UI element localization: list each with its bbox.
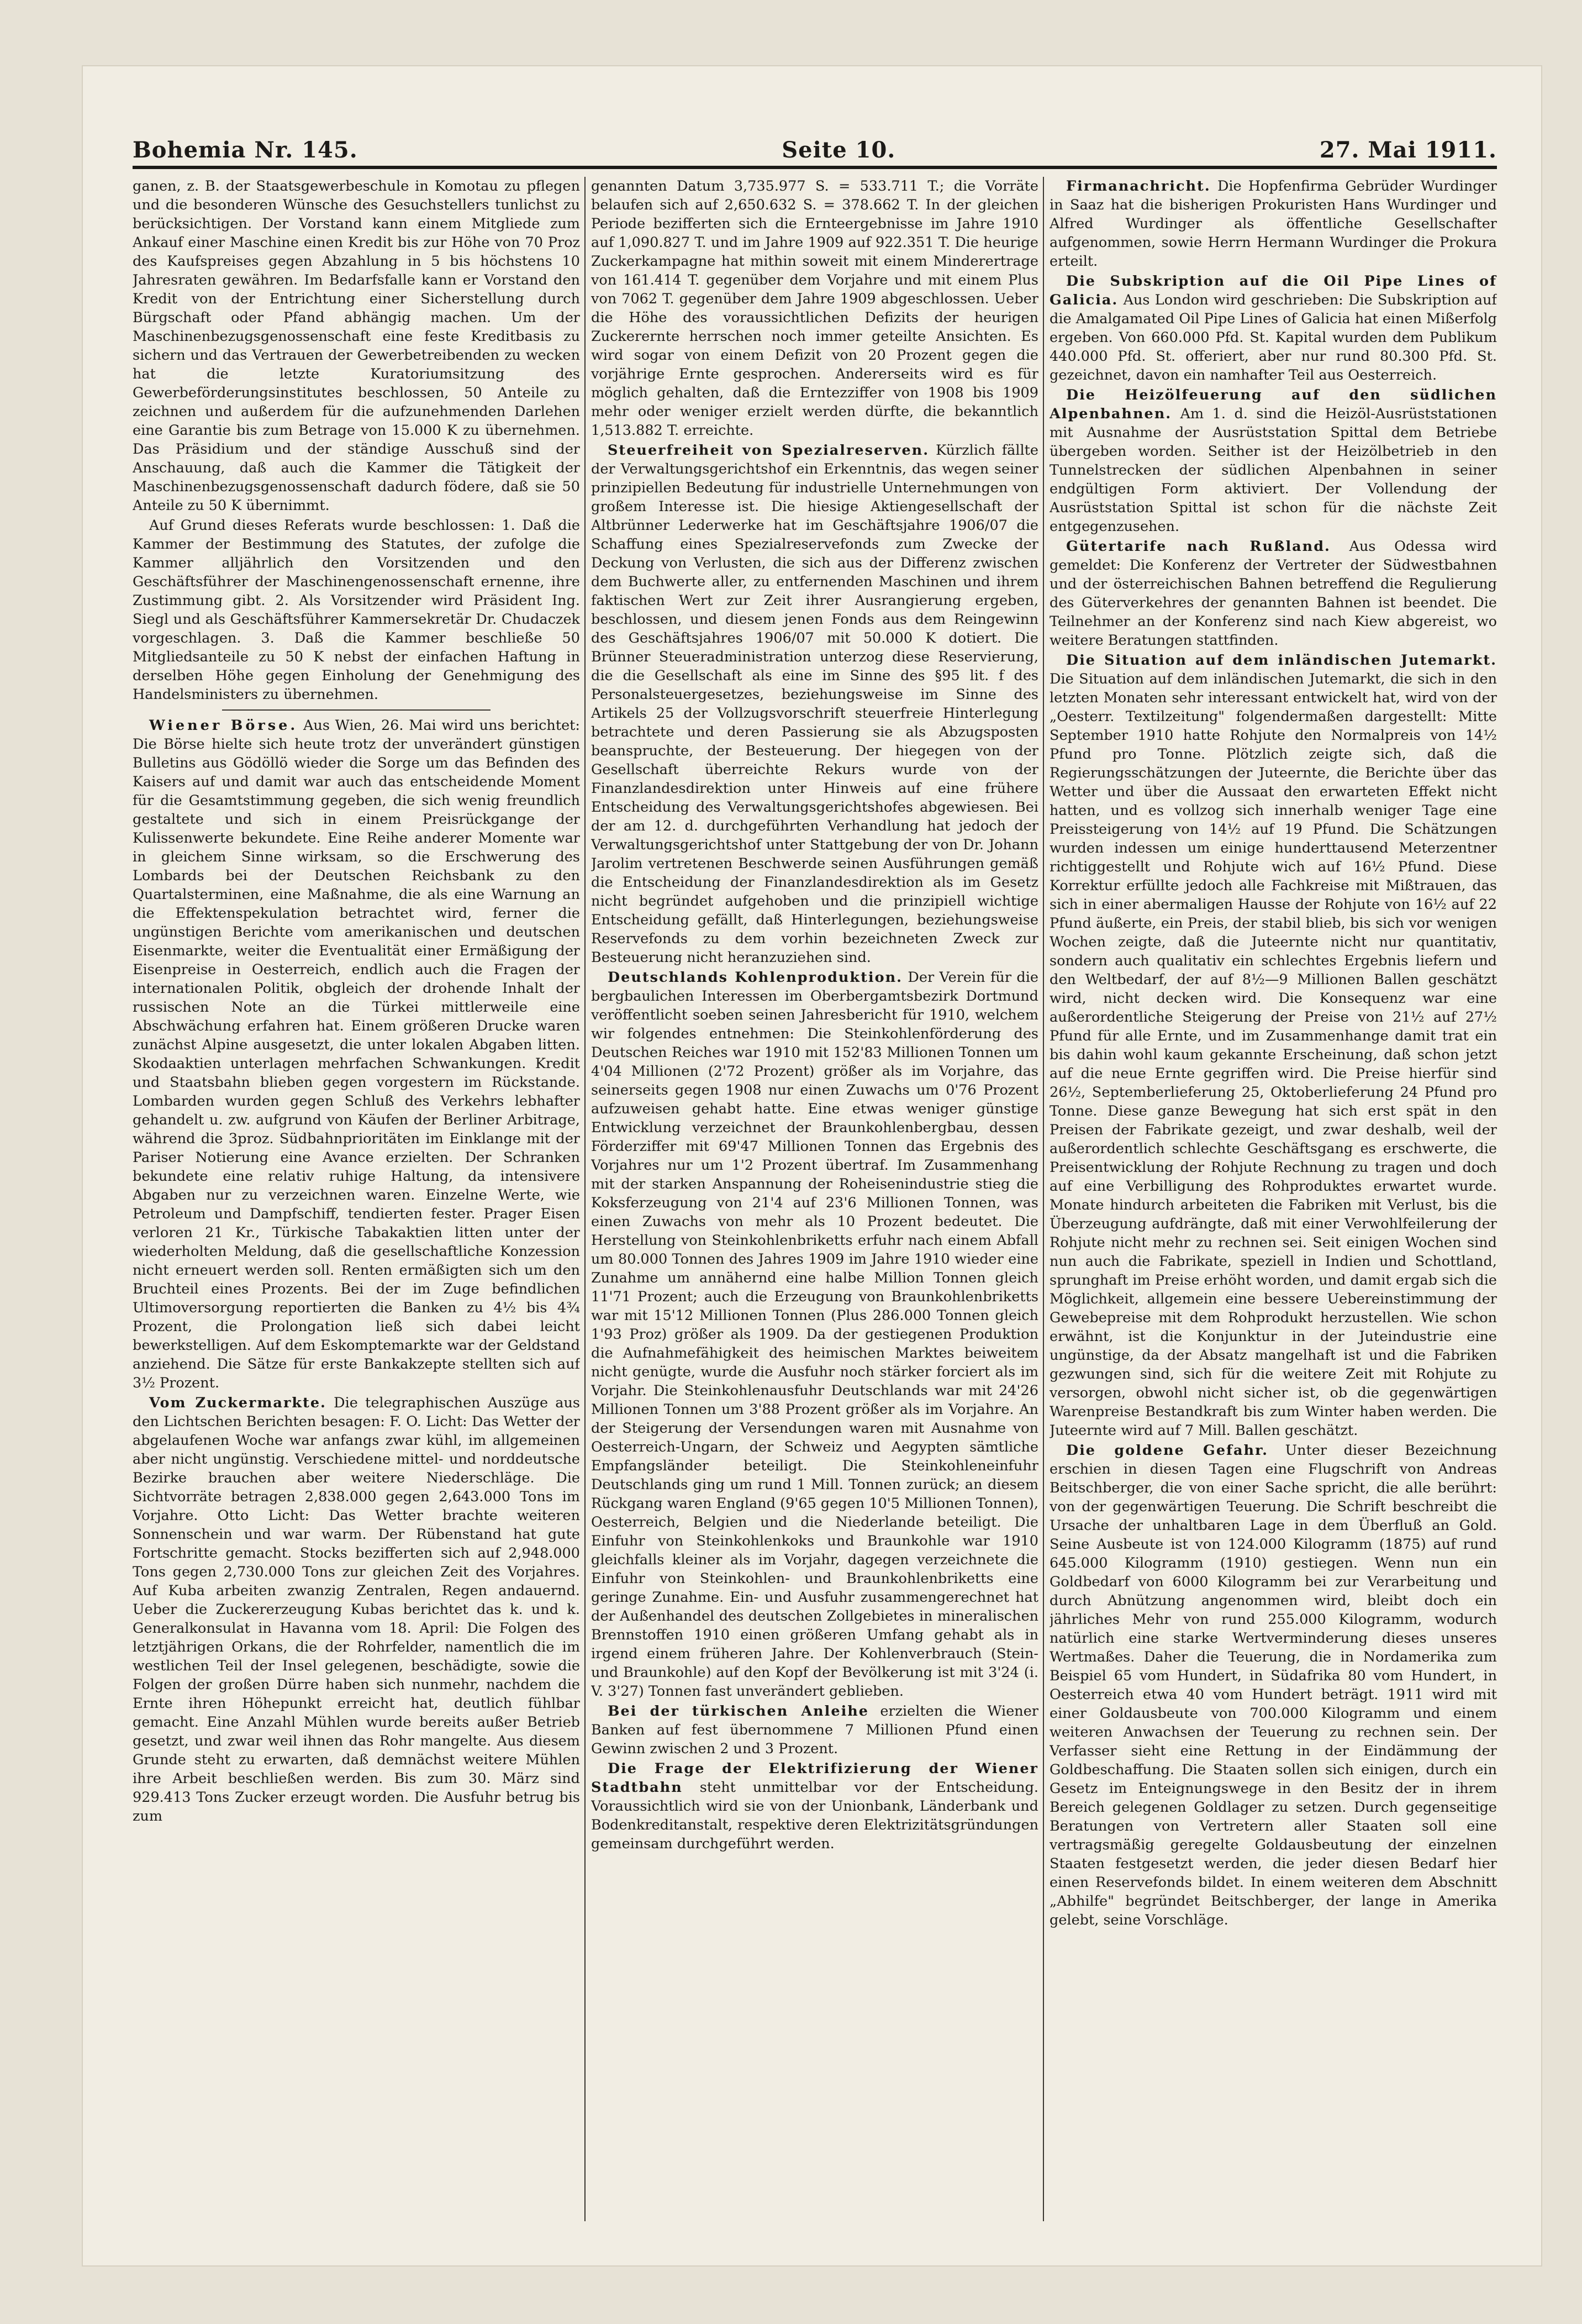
article-heading: Bei der türkischen Anleihe [608, 1703, 869, 1720]
article-heading: Die goldene Gefahr. [1066, 1442, 1269, 1459]
article-heading: Die Frage der Elektrifizierung der Wiener Stadtbahn [591, 1760, 1038, 1796]
article-paragraph [1050, 386, 1497, 536]
column-separator [1043, 177, 1044, 2221]
article-text: Die Hopfenfirma Gebrüder Wurdinger in Saaz hat die bisherigen Prokuristen Hans Wurdinger und Alfred Wurdinger als öffentliche Gesellschafter aufgenommen, sowie Herrn Hermann Wurdinger die Prokura erteilt. [1050, 178, 1497, 270]
article-text: Der Verein für die bergbaulichen Interessen im Oberbergamtsbezirk Dortmund veröffentlicht soeben seinen Jahresbericht für 1910, welchem wir folgendes entnehmen: Die Steinkohlenförderung des Deutschen Reiches war 1910 mit 152'83 Millionen Tonnen um 4'04 Millionen (2'72 Prozent) größer als im Vorjahre, das seinerseits gegen 1908 nur einen Zuwachs um 0'76 Prozent aufzuweisen gehabt hatte. Eine etwas weniger günstige Entwicklung verzeichnet der Braunkohlenbergbau, dessen Förderziffer mit 69'47 Millionen Tonnen das Ergebnis des Vorjahres nur um 1'2 Prozent übertraf. Im Zusammenhang mit der starken Anspannung der Roheisenindustrie stieg die Koksferzeugung von 21'4 auf 23'6 Millionen Tonnen, was einen Zuwachs von mehr als 10 Prozent bedeutet. Die Herstellung von Steinkohlenbriketts erfuhr nach einem Abfall um 80.000 Tonnen des Jahres 1909 im Jahre 1910 wieder eine Zunahme um annähernd eine halbe Million Tonnen gleich 11'71 Prozent; auch die Erzeugung von Braunkohlenbriketts war mit 15'12 Millionen Tonnen (Plus 286.000 Tonnen gleich 1'93 Proz) größer als 1909. Da der gestiegenen Produktion die Aufnahmefähigkeit des heimischen Marktes beiweitem nicht genügte, wurde die Ausfuhr noch stärker forciert als im Vorjahr. Die Steinkohlenausfuhr Deutschlands war mit 24'26 Millionen Tonnen um 3'88 Prozent größer als im Vorjahre. An der Steigerung der Versendungen waren mit Ausnahme von Oesterreich-Ungarn, der Schweiz und Aegypten sämtliche Empfangsländer beteiligt. Die Steinkohleneinfuhr Deutschlands ging um rund 1 Mill. Tonnen zurück; an diesem Rückgang waren England (9'65 gegen 10'5 Millionen Tonnen), Oesterreich, Belgien und die Niederlande beteiligt. Die Einfuhr von Steinkohlenkoks und Braunkohle war 1910 gleichfalls kleiner als im Vorjahr, dagegen verzeichnete die Einfuhr von Steinkohlen- und Braunkohlenbriketts eine geringe Zunahme. Ein- und Ausfuhr zusammengerechnet hat der Außenhandel des deutschen Zollgebietes in mineralischen Brennstoffen 1910 einen größeren Umfang gehabt als in irgend einem früheren Jahre. Der Kohlenverbrauch (Stein- und Braunkohle) auf den Kopf der Bevölkerung ist mit 3'24 (i. V. 3'27) Tonnen fast unverändert geblieben. [591, 969, 1038, 1700]
article-heading: Deutschlands Kohlenproduktion. [608, 969, 903, 986]
article-text: Aus Odessa wird gemeldet: Die Konferenz der Vertreter der Südwestbahnen und der österreichischen Bahnen betreffend die Regulierung des Güterverkehres der genannten Bahnen ist beendet. Die Teilnehmer an der Konferenz sind nach Kiew abgereist, wo weitere Beratungen stattfinden. [1050, 538, 1497, 649]
article-text: Die telegraphischen Auszüge aus den Lichtschen Berichten besagen: F. O. Licht: Das Wetter der abgelaufenen Woche war anfangs zwar kühl, im allgemeinen aber nicht ungünstig. Verschiedene mittel- und norddeutsche Bezirke brauchen aber weitere Niederschläge. Die Sichtvorräte betragen 2,838.000 gegen 2,643.000 Tons im Vorjahre. Otto Licht: Das Wetter brachte weiteren Sonnenschein und war warm. Der Rübenstand hat gute Fortschritte gemacht. Stocks bezifferten sich auf 2,948.000 Tons gegen 2,730.000 Tons zur gleichen Zeit des Vorjahres. Auf Kuba arbeiten zwanzig Zentralen, Regen andauernd. Ueber die Zuckererzeugung Kubas berichtet das k. und k. Generalkonsulat in Havanna vom 18. April: Die Folgen des letztjährigen Orkans, die der Rohrfelder, namentlich die im westlichen Teil der Insel gelegenen, beschädigte, sowie die Folgen der großen Dürre haben sich nunmehr, nachdem die Ernte ihren Höhepunkt erreicht hat, deutlich fühlbar gemacht. Eine Anzahl Mühlen wurde bereits außer Betrieb gesetzt, und zwar weil ihnen das Rohr mangelte. Aus diesem Grunde steht zu erwarten, daß demnächst weitere Mühlen ihre Arbeit beschließen werden. Bis zum 30. März sind 929.413 Tons Zucker erzeugt worden. Die Ausfuhr betrug bis zum [133, 1395, 580, 1825]
article-text: erzielten die Wiener Banken auf fest übernommene 7 Millionen Pfund einen Gewinn zwischen 2 und 3 Prozent. [591, 1703, 1038, 1757]
header-right: 27. Mai 1911. [1319, 137, 1497, 163]
article-heading: Firmanachricht. [1066, 178, 1211, 194]
article-paragraph [1050, 651, 1497, 1440]
page-header [133, 119, 1497, 163]
article-heading: Die Subskription auf die Oil Pipe Lines of Galicia. [1050, 273, 1497, 308]
article-text: Aus London wird geschrieben: Die Subskription auf die Amalgamated Oil Pipe Lines of Galicia hat einen Mißerfolg ergeben. Von 660.000 Pfd. St. Kapital wurden dem Publikum 440.000 Pfd. St. offeriert, aber nur rund 80.300 Pfd. St. gezeichnet, davon ein namhafter Teil aus Oesterreich. [1050, 292, 1497, 383]
article-text: Aus Wien, 26. Mai wird uns berichtet: Die Börse hielte sich heute trotz der unverändert günstigen Bulletins aus Gödöllö wieder die Sorge um das Befinden des Kaisers auf und damit war auch das entscheidende Moment für die Gesamtstimmung gegeben, die sich wenig freundlich gestaltete und sich in einem Preisrückgange der Kulissenwerte bekundete. Eine Reihe anderer Momente war in gleichem Sinne wirksam, so die Erschwerung des Lombards bei der Deutschen Reichsbank zu den Quartalsterminen, eine Maßnahme, die als eine Warnung an die Effektenspekulation betrachtet wird, ferner die ungünstigen Berichte vom amerikanischen und deutschen Eisenmarkte, weiter die Eventualität einer Ermäßigung der Eisenpreise in Oesterreich, endlich auch die Fragen der internationalen Politik, obgleich der drohende Inhalt der russischen Note an die Türkei mittlerweile eine Abschwächung erfahren hat. Einem größeren Drucke waren zunächst Alpine ausgesetzt, die unter lokalen Abgaben litten. Skodaaktien unterlagen mehrfachen Schwankungen. Kredit und Staatsbahn blieben gegen vorgestern im Rückstande. Lombarden wurden gegen Schluß des Verkehrs lebhafter gehandelt u. zw. aufgrund von Käufen der Berliner Arbitrage, während die 3proz. Südbahnprioritäten im Einklange mit der Pariser Notierung eine Avance erzielten. Der Schranken bekundete eine relativ ruhige Haltung, da intensivere Abgaben nur zu verzeichnen waren. Einzelne Werte, wie Petroleum und Dampfschiff, tendierten fester. Prager Eisen verloren 21 Kr., Türkische Tabakaktien litten unter der wiederholten Meldung, daß die gesellschaftliche Konzession nicht erneuert werden soll. Renten ermäßigten sich um den Bruchteil eines Prozents. Bei der im Zuge befindlichen Ultimoversorgung reportierten die Banken zu 4½ bis 4¾ Prozent, die Prolongation ließ sich dabei leicht bewerkstelligen. Auf dem Eskomptemarkte war der Geldstand anziehend. Die Sätze für erste Bankakzepte stellten sich auf 3½ Prozent. [133, 717, 580, 1391]
header-center: Seite 10. [782, 137, 896, 163]
article-text: ganen, z. B. der Staatsgewerbeschule in Komotau zu pflegen und die besonderen Wünsche des Gesuchstellers tunlichst zu berücksichtigen. Der Vorstand kann einem Mitgliede zum Ankauf einer Maschine einen Kredit bis zur Höhe von 70 Proz des Kaufspreises gegen Abzahlung in 5 bis höchstens 10 Jahresraten gewähren. Im Bedarfsfalle kann er Vorstand den Kredit von der Entrichtung einer Sicherstellung durch Bürgschaft oder Pfand abhängig machen. Um der Maschinenbezugsgenossenschaft eine feste Kreditbasis zu sichern und das Vertrauen der Gewerbetreibenden zu wecken hat die letzte Kuratoriumsitzung des Gewerbeförderungsinstitutes beschlossen, 50 Anteile zu zeichnen und außerdem für die aufzunehmenden Darlehen eine Garantie bis zum Betrage von 15.000 K zu übernehmen. Das Präsidium und der ständige Ausschuß sind der Anschauung, daß auch die Kammer die Tätigkeit der Maschinenbezugsgenossenschaft dadurch födere, daß sie 50 Anteile zu 50 K übernimmt. [133, 178, 580, 514]
article-paragraph [133, 1394, 580, 1826]
article-text: genannten Datum 3,735.977 S. = 533.711 T.; die Vorräte belaufen sich auf 2,650.632 S. = 378.662 T. In der gleichen Periode bezifferten sich die Ernteergebnisse im Jahre 1910 auf 1,090.827 T. und im Jahre 1909 auf 922.351 T. Die heurige Zuckerkampagne hat mithin soweit mit einem Minderertrage von 161.414 T. gegenüber dem Vorjahre und mit einem Plus von 7062 T. gegenüber dem Jahre 1909 abgeschlossen. Ueber die Höhe des voraussichtlichen Defizits der heurigen Zuckerernte herrschen noch immer geteilte Ansichten. Es wird sogar von einem Defizit von 20 Prozent gegen die vorjährige Ernte gesprochen. Andererseits wird es für möglich gehalten, daß die Erntezziffer von 1908 bis 1909 mehr oder weniger erzielt werden dürfte, die bekanntlich 1,513.882 T. erreichte. [591, 178, 1038, 439]
header-rule [133, 166, 1497, 169]
article-paragraph [591, 1759, 1038, 1853]
article-text: Unter dieser Bezeichnung erschien in diesen Tagen eine Flugschrift von Andreas Beitschberger, die von einer Sache spricht, die alle berührt: von der gegenwärtigen Teuerung. Die Schrift beschreibt die Ursache der unhaltbaren Lage in dem Überfluß an Gold. Seine Ausbeute ist von 124.000 Kilogramm (1875) auf rund 645.000 Kilogramm (1910) gestiegen. Wenn nun ein Goldbedarf von 6000 Kilogramm bei zur Verarbeitung und durch Abnützung angenommen wird, bleibt doch ein jährliches Mehr von rund 255.000 Kilogramm, wodurch natürlich eine starke Wertverminderung dieses unseres Wertmaßes. Daher die Teuerung, die in Nordamerika zum Beispiel 65 vom Hundert, in Südafrika 80 vom Hundert, in Oesterreich etwa 40 vom Hundert beträgt. 1911 wird mit einer Goldausbeute von 700.000 Kilogramm und einem weiteren Anwachsen der Teuerung zu rechnen sein. Der Verfasser sieht eine Rettung in der Eindämmung der Goldbeschaffung. Die Staaten sollen sich einigen, durch ein Gesetz im Enteignungswege in den Besitz der in ihrem Bereich gelegenen Goldlager zu setzen. Durch gegenseitige Beratungen von Vertretern aller Staaten soll eine vertragsmäßig geregelte Goldausbeutung der einzelnen Staaten festgesetzt werden, die jeder diesen Bedarf hier einen Reservefonds bildet. In einem weiteren dem Abschnitt „Abhilfe" begründet Beitschberger, der lange in Amerika gelebt, seine Vorschläge. [1050, 1442, 1497, 1928]
article-paragraph [1050, 177, 1497, 271]
article-heading: Wiener Börse. [149, 717, 298, 734]
column-3 [1050, 177, 1497, 2238]
article-paragraph [1050, 1441, 1497, 1929]
newspaper-page [83, 66, 1541, 2265]
article-text: Kürzlich fällte der Verwaltungsgerichtshof ein Erkenntnis, das wegen seiner prinzipiellen Bedeutung für industrielle Unternehmungen von großem Interesse ist. Die hiesige Aktiengesellschaft der Altbrünner Lederwerke hat im Geschäftsjahre 1906/07 die Schaffung eines Spezialreservefonds zum Zwecke der Deckung von Verlusten, die sich aus der Differenz zwischen dem Buchwerte aller, zu entfernenden Maschinen und ihrem faktischen Wert zur Zeit ihrer Ausrangierung ergeben, beschlossen, und diesem jenen Fonds aus dem Reingewinn des Geschäftsjahres 1906/07 mit 50.000 K dotiert. Die Brünner Steueradministration unterzog diese Reservierung, die die Gesellschaft als eine im Sinne des §95 lit. f des Personalsteuergesetzes, beziehungsweise im Sinne des Artikels 25 der Vollzugsvorschrift steuerfreie Hinterlegung betrachtete und deren Passierung sie als Abzugsposten beanspruchte, der Besteuerung. Der hiegegen von der Gesellschaft überreichte Rekurs wurde von der Finanzlandesdirektion unter Hinweis auf eine frühere Entscheidung des Verwaltungsgerichtshofes abgewiesen. Bei der am 12. d. durchgeführten Verhandlung hat jedoch der Verwaltungsgerichtshof unter Stattgebung der von Dr. Johann Jarolim vertretenen Beschwerde seinen Ausführungen gemäß die Entscheidung der Finanzlandesdirektion als im Gesetz nicht begründet aufgehoben und die prinzipiell wichtige Entscheidung gefällt, daß Hinterlegungen, beziehungsweise Reservefonds zu dem vorhin bezeichneten Zweck zur Besteuerung nicht heranzuziehen sind. [591, 442, 1038, 966]
article-text: Auf Grund dieses Referats wurde beschlossen: 1. Daß die Kammer der Bestimmung des Statutes, der zufolge die Kammer alljährlich den Vorsitzenden und den Geschäftsführer der Maschinengenossenschaft ernenne, ihre Zustimmung gibt. 2. Als Vorsitzender wird Präsident Ing. Siegl und als Geschäftsführer Kammersekretär Dr. Chudaczek vorgeschlagen. 3. Daß die Kammer beschließe 50 Mitgliedsanteile zu 50 K nebst der einfachen Haftung in derselben Höhe gegen Einholung der Genehmigung des Handelsministers zu übernehmen. [133, 517, 580, 703]
article-paragraph [591, 441, 1038, 967]
article-heading: Die Heizölfeuerung auf den südlichen Alpenbahnen. [1050, 387, 1497, 422]
article-paragraph [1050, 537, 1497, 650]
article-paragraph [133, 716, 580, 1392]
column-separator [584, 177, 586, 2221]
header-left: Bohemia Nr. 145. [133, 137, 358, 163]
article-paragraph [591, 968, 1038, 1701]
article-heading: Die Situation auf dem inländischen Jutemarkt. [1066, 652, 1497, 669]
article-heading: Vom Zuckermarkte. [149, 1395, 326, 1411]
article-paragraph [591, 1702, 1038, 1758]
article-heading: Steuerfreiheit von Spezialreserven. [608, 442, 930, 459]
column-1 [133, 177, 580, 2238]
article-text: steht unmittelbar vor der Entscheidung. Voraussichtlich wird sie von der Unionbank, Länderbank und Bodenkreditanstalt, respektive deren Elektrizitätsgründungen gemeinsam durchgeführt werden. [591, 1779, 1038, 1852]
article-text: Am 1. d. sind die Heizöl-Ausrüststationen mit Ausnahme der Ausrüststation Spittal dem Betriebe übergeben worden. Seither ist der Heizölbetrieb in den Tunnelstrecken der südlichen Alpenbahnen in seiner endgültigen Form aktiviert. Der Vollendung der Ausrüststation Spittal ist schon für die nächste Zeit entgegenzusehen. [1050, 406, 1497, 535]
article-text: Die Situation auf dem inländischen Jutemarkt, die sich in den letzten Monaten sehr interessant entwickelt hat, wird von der „Oesterr. Textilzeitung" folgendermaßen dargestellt: Mitte September 1910 hatte Rohjute den Normalpreis von 14½ Pfund pro Tonne. Plötzlich zeigte sich, daß die Regierungsschätzungen der Juteernte, die Berichte über das Wetter und über die Aussaat den erwarteten Effekt nicht hatten, und es vollzog sich innerhalb weniger Tage eine Preissteigerung von 14½ auf 19 Pfund. Die Schätzungen wurden indessen um einige hunderttausend Meterzentner richtiggestellt und Rohjute wich auf 16½ Pfund. Diese Korrektur erfüllte jedoch alle Fachkreise mit Mißtrauen, das sich in einer abermaligen Hausse der Rohjute von 16½ auf 22 Pfund äußerte, ein Preis, der stabil blieb, bis sich vor wenigen Wochen zeigte, daß die Juteernte nicht nur quantitativ, sondern auch qualitativ ein schlechtes Ergebnis liefern und den Weltbedarf, der auf 8½—9 Millionen Ballen geschätzt wird, nicht decken wird. Die Konsequenz war eine außerordentliche Steigerung der Preise von 21½ auf 27½ Pfund für alle Ernte, und im Zusammenhange damit trat ein bis dahin wohl kaum gekannte Erscheinung, daß schon jetzt auf die neue Ernte gegriffen wird. Die Preise hierfür sind 26½, Septemberlieferung 25, Oktoberlieferung 24 Pfund pro Tonne. Diese ganze Bewegung hat sich erst spät in den Preisen der Fabrikate gezeigt, und zwar deshalb, weil der außerordentlich schlechte Geschäftsgang es erschwerte, die Preisentwicklung der Rohjute Rechnung zu tragen und doch auf eine Verbilligung des Rohproduktes erwartet wurde. Monate hindurch arbeiteten die Fabriken mit Verlust, bis die Überzeugung aufdrängte, daß mit einer Verwohlfeilerung der Rohjute nicht mehr zu rechnen sei. Seit einigen Wochen sind nun auch die Fabrikate, speziell in Indien und Schottland, sprunghaft im Preise erhöht worden, und damit ergab sich die Möglichkeit, allgemein eine bessere Uebereinstimmung der Gewebepreise mit dem Rohprodukt herzustellen. Wie schon erwähnt, ist die Konjunktur in der Juteindustrie eine ungünstige, da der Absatz mangelhaft ist und die Fabriken gezwungen sind, sich für die weitere Zeit mit Rohjute zu versorgen, obwohl nicht sicher ist, ob die gegenwärtigen Warenpreise Bestandkraft bis zum Winter haben werden. Die Juteernte wird auf 7 Mill. Ballen geschätzt. [1050, 671, 1497, 1439]
column-2 [591, 177, 1038, 2238]
divider [222, 709, 491, 711]
article-paragraph [1050, 272, 1497, 385]
article-heading: Gütertarife nach Rußland. [1066, 538, 1331, 555]
